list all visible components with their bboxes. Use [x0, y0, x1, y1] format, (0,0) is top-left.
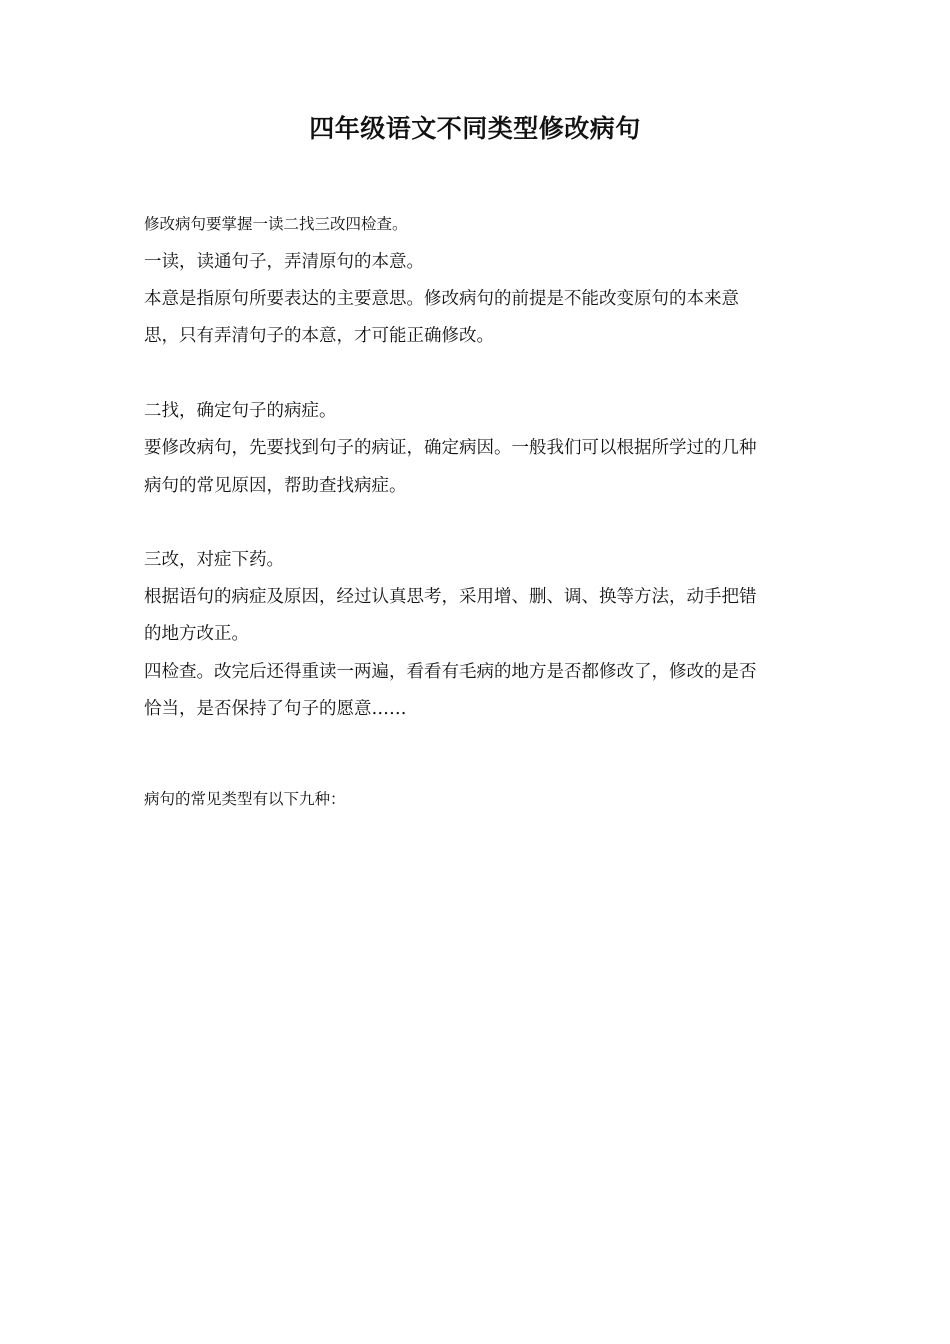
paragraph-line: 本意是指原句所要表达的主要意思。修改病句的前提是不能改变原句的本来意: [144, 289, 739, 309]
paragraph-line-intro: 修改病句要掌握一读二找三改四检查。: [144, 215, 408, 233]
paragraph-line: 病句的常见原因，帮助查找病症。: [144, 476, 407, 496]
paragraph-line: 根据语句的病症及原因，经过认真思考，采用增、删、调、换等方法，动手把错: [144, 587, 757, 607]
paragraph-line: 的地方改正。: [144, 624, 249, 644]
paragraph-line-step-one: 一读，读通句子，弄清原句的本意。: [144, 252, 424, 272]
paragraph-line-step-four: 四检查。改完后还得重读一两遍，看看有毛病的地方是否都修改了，修改的是否: [144, 662, 757, 682]
paragraph-line: 思，只有弄清句子的本意，才可能正确修改。: [144, 326, 494, 346]
paragraph-line: 要修改病句，先要找到句子的病证，确定病因。一般我们可以根据所学过的几种: [144, 438, 757, 458]
paragraph-line-step-three: 三改，对症下药。: [144, 550, 284, 570]
paragraph-line: 恰当，是否保持了句子的愿意……: [144, 699, 407, 719]
paragraph-line-types-intro: 病句的常见类型有以下九种：: [144, 790, 346, 808]
document-title: 四年级语文不同类型修改病句: [309, 114, 641, 143]
paragraph-line-step-two: 二找，确定句子的病症。: [144, 401, 337, 421]
